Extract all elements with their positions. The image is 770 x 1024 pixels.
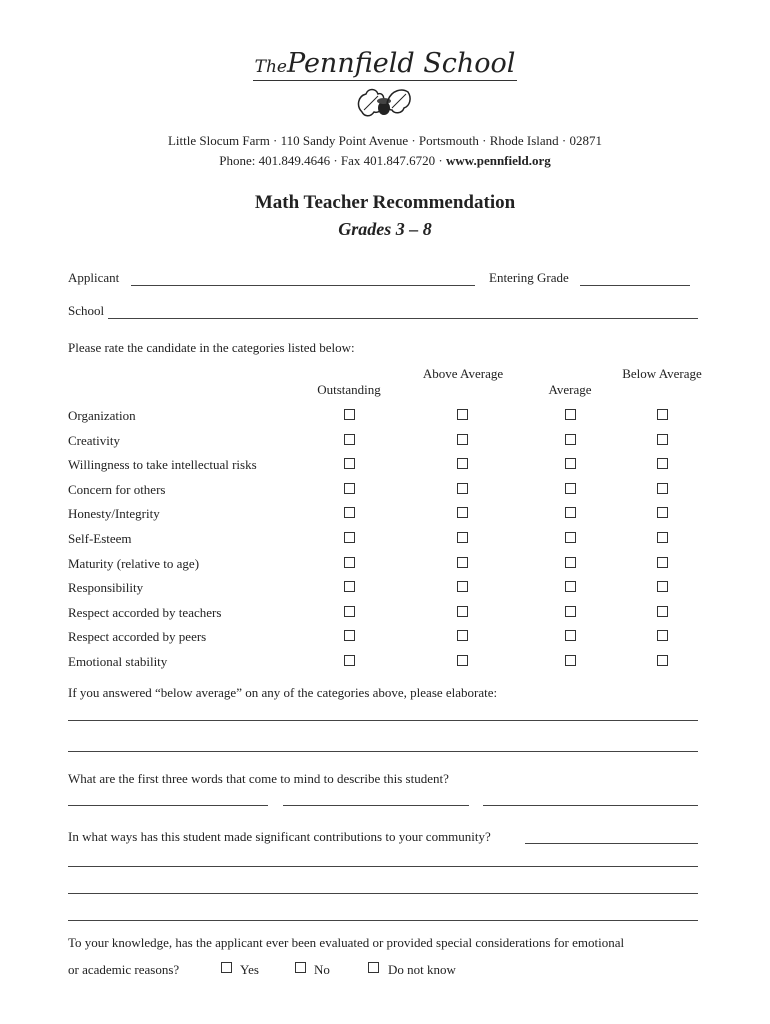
rating-checkbox-average[interactable] — [565, 483, 576, 494]
logo-wordmark — [253, 48, 518, 81]
word-2-field[interactable] — [283, 805, 469, 806]
rating-checkbox-above-average[interactable] — [457, 655, 468, 666]
rating-checkbox-average[interactable] — [565, 434, 576, 445]
rating-checkbox-below-average[interactable] — [657, 557, 668, 568]
rating-checkbox-outstanding[interactable] — [344, 483, 355, 494]
elaborate-line-1[interactable] — [68, 720, 698, 721]
rating-checkbox-outstanding[interactable] — [344, 581, 355, 592]
form-subtitle: Grades 3 – 8 — [338, 219, 432, 239]
rating-checkbox-below-average[interactable] — [657, 581, 668, 592]
rating-checkbox-below-average[interactable] — [657, 483, 668, 494]
phone-fax: Phone: 401.849.4646 · Fax 401.847.6720 · — [219, 153, 447, 168]
category-label: Creativity — [68, 432, 120, 448]
rating-checkbox-outstanding[interactable] — [344, 409, 355, 420]
rating-checkbox-outstanding[interactable] — [344, 434, 355, 445]
category-label: Willingness to take intellectual risks — [68, 457, 257, 473]
rating-checkbox-below-average[interactable] — [657, 409, 668, 420]
rating-checkbox-average[interactable] — [565, 507, 576, 518]
column-above-average: Above Average — [422, 366, 504, 381]
yes-checkbox[interactable] — [221, 962, 232, 973]
rating-checkbox-above-average[interactable] — [457, 409, 468, 420]
elaborate-line-2[interactable] — [68, 751, 698, 752]
yes-label: Yes — [240, 962, 259, 977]
category-label: Emotional stability — [68, 654, 168, 669]
contributions-line-3[interactable] — [68, 920, 698, 921]
school-field[interactable] — [108, 318, 698, 319]
rating-checkbox-above-average[interactable] — [457, 483, 468, 494]
rating-checkbox-average[interactable] — [565, 630, 576, 641]
applicant-field[interactable] — [131, 285, 475, 286]
category-label: Maturity (relative to age) — [68, 555, 200, 571]
rating-checkbox-outstanding[interactable] — [344, 458, 355, 469]
rating-checkbox-average[interactable] — [565, 557, 576, 568]
contributions-inline-field[interactable] — [525, 843, 698, 844]
applicant-label: Applicant — [68, 270, 120, 285]
category-label: Concern for others — [68, 481, 166, 497]
rating-checkbox-above-average[interactable] — [457, 458, 468, 469]
elaborate-prompt: If you answered “below average” on any of the categories above, please elaborate: — [68, 685, 498, 700]
category-label: Responsibility — [68, 580, 144, 596]
no-checkbox[interactable] — [295, 962, 306, 973]
rating-checkbox-below-average[interactable] — [657, 655, 668, 666]
acorn-leaf-icon — [354, 82, 414, 120]
school-label: School — [68, 303, 105, 318]
word-3-field[interactable] — [483, 805, 698, 806]
rating-checkbox-average[interactable] — [565, 458, 576, 469]
rating-checkbox-above-average[interactable] — [457, 630, 468, 641]
website-link[interactable]: www.pennfield.org — [446, 153, 551, 168]
rating-checkbox-outstanding[interactable] — [344, 507, 355, 518]
school-address: Little Slocum Farm · 110 Sandy Point Avenue · Portsmouth · Rhode Island · 02871 — [167, 133, 603, 148]
rating-checkbox-outstanding[interactable] — [344, 630, 355, 641]
category-label: Self-Esteem — [68, 531, 132, 546]
rating-checkbox-outstanding[interactable] — [344, 606, 355, 617]
logo-the: The — [254, 57, 287, 77]
column-below-average: Below Average — [622, 366, 702, 381]
contributions-line-1[interactable] — [68, 866, 698, 867]
rating-checkbox-average[interactable] — [565, 655, 576, 666]
rating-checkbox-below-average[interactable] — [657, 434, 668, 445]
three-words-prompt: What are the first three words that come to mind to describe this student? — [68, 771, 449, 786]
rating-checkbox-above-average[interactable] — [457, 557, 468, 568]
rating-checkbox-average[interactable] — [565, 409, 576, 420]
evaluation-prompt-line-2: or academic reasons? — [68, 962, 180, 977]
word-1-field[interactable] — [68, 805, 268, 806]
category-label: Respect accorded by peers — [68, 629, 207, 645]
category-label: Respect accorded by teachers — [68, 604, 222, 620]
do-not-know-label: Do not know — [388, 962, 456, 977]
rating-checkbox-above-average[interactable] — [457, 581, 468, 592]
entering-grade-label: Entering Grade — [489, 270, 569, 285]
rating-checkbox-above-average[interactable] — [457, 434, 468, 445]
rating-checkbox-above-average[interactable] — [457, 507, 468, 518]
column-average: Average — [548, 382, 592, 397]
rating-checkbox-average[interactable] — [565, 532, 576, 543]
category-label: Organization — [68, 408, 136, 423]
rate-prompt: Please rate the candidate in the categories listed below: — [68, 340, 355, 355]
no-label: No — [314, 962, 330, 977]
contributions-prompt: In what ways has this student made significant contributions to your community? — [68, 829, 491, 844]
rating-checkbox-below-average[interactable] — [657, 606, 668, 617]
logo-name: Pennfield School — [287, 48, 516, 79]
rating-checkbox-outstanding[interactable] — [344, 532, 355, 543]
form-title: Math Teacher Recommendation — [254, 192, 516, 213]
entering-grade-field[interactable] — [580, 285, 690, 286]
evaluation-prompt-line-1: To your knowledge, has the applicant ever been evaluated or provided special considerations for emotional — [68, 935, 625, 950]
rating-checkbox-outstanding[interactable] — [344, 557, 355, 568]
rating-checkbox-above-average[interactable] — [457, 606, 468, 617]
school-logo — [0, 48, 770, 81]
do-not-know-checkbox[interactable] — [368, 962, 379, 973]
rating-checkbox-below-average[interactable] — [657, 630, 668, 641]
rating-checkbox-outstanding[interactable] — [344, 655, 355, 666]
rating-checkbox-below-average[interactable] — [657, 507, 668, 518]
rating-checkbox-average[interactable] — [565, 581, 576, 592]
rating-checkbox-below-average[interactable] — [657, 532, 668, 543]
rating-checkbox-above-average[interactable] — [457, 532, 468, 543]
rating-checkbox-average[interactable] — [565, 606, 576, 617]
rating-checkbox-below-average[interactable] — [657, 458, 668, 469]
contact-line — [0, 153, 770, 169]
category-label: Honesty/Integrity — [68, 506, 160, 522]
column-outstanding: Outstanding — [317, 382, 381, 397]
contributions-line-2[interactable] — [68, 893, 698, 894]
